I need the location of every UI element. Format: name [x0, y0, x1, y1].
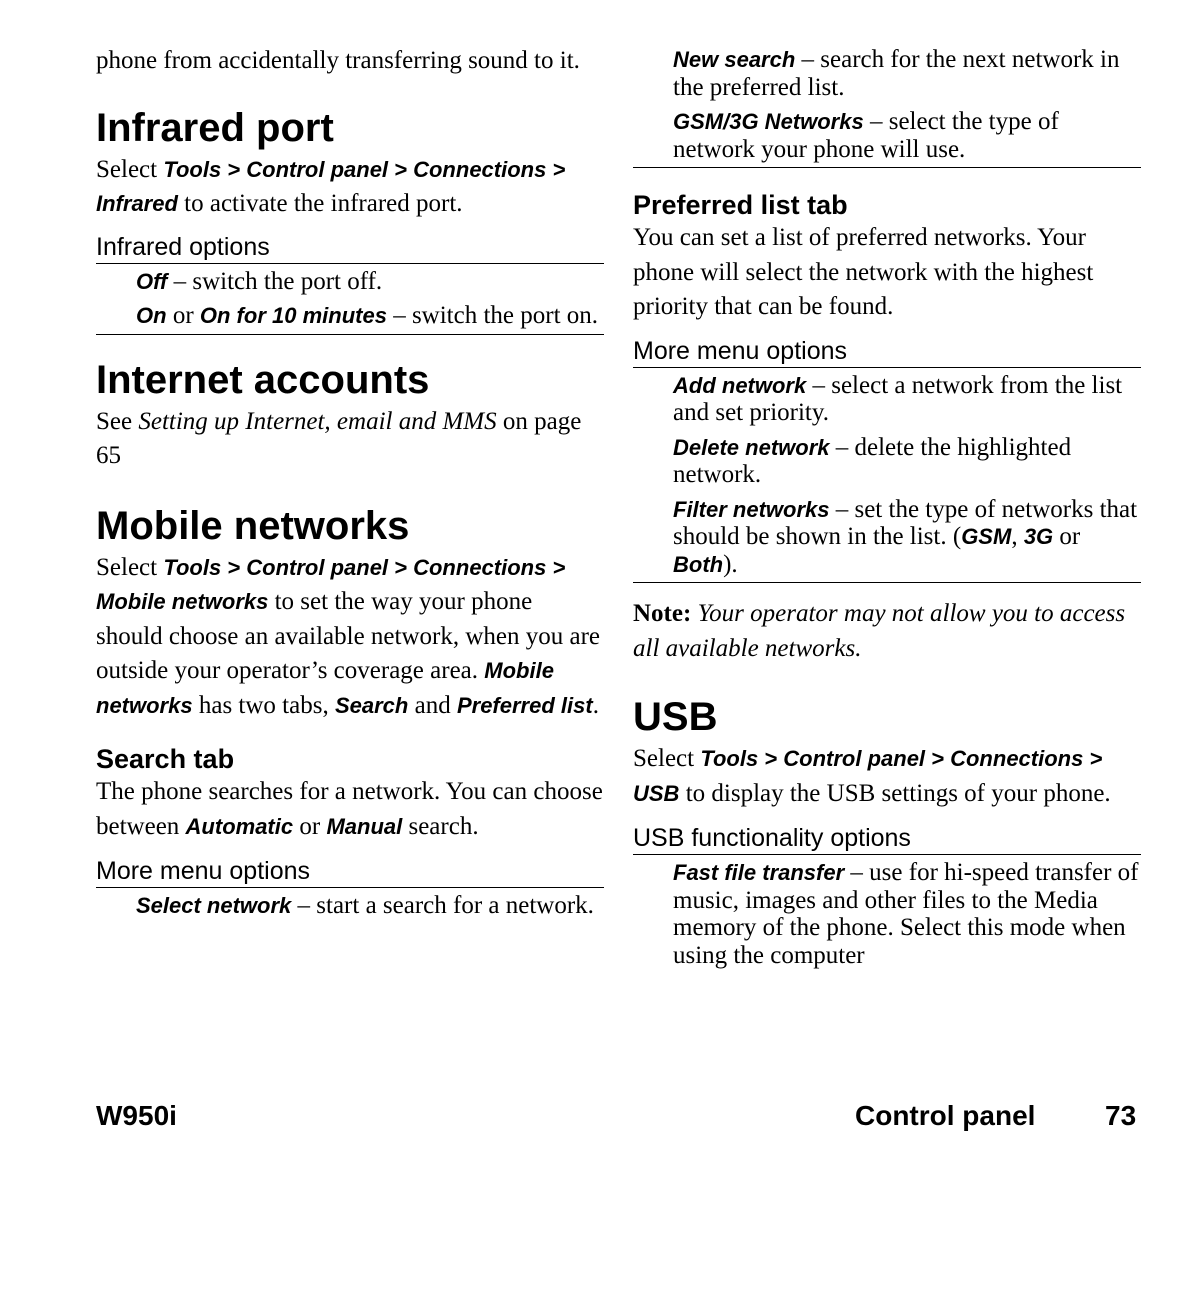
usb-options-list [633, 855, 1141, 973]
preferred-list-tab-heading: Preferred list tab [633, 190, 848, 220]
usb-paragraph: Select Tools > Control panel > Connections > USB to display the USB settings of your phone. [633, 745, 1111, 807]
search-options-list [96, 888, 604, 924]
preferred-paragraph: You can set a list of preferred networks. Your phone will select the network with the highest priority that can be found. [633, 224, 1094, 320]
infrared-options-heading: Infrared options [96, 232, 604, 264]
option-filter-networks: Filter networks – set the type of networks that should be shown in the list. (GSM, 3G or Both). [673, 495, 1138, 578]
intro-paragraph: phone from accidentally transferring sound to it. [96, 47, 580, 74]
mobile-menu-path: Tools > Control panel > Connections > Mobile networks [96, 554, 566, 614]
option-add-network: Add network – select a network from the list and set priority. [673, 371, 1123, 426]
usb-options-heading: USB functionality options [633, 823, 1141, 855]
internet-reference: Setting up Internet, email and MMS [138, 407, 497, 435]
option-select-network: Select network – start a search for a network. [136, 892, 594, 919]
option-gsm-3g-networks: GSM/3G Networks – select the type of network your phone will use. [673, 108, 1059, 163]
usb-heading: USB [633, 695, 718, 739]
note-label: Note: [633, 600, 692, 627]
option-on: On or On for 10 minutes – switch the port on. [136, 302, 599, 329]
preferred-more-menu-heading: More menu options [633, 336, 1141, 368]
option-delete-network: Delete network – delete the highlighted network. [673, 433, 1072, 488]
option-new-search: New search – search for the next network in the preferred list. [673, 46, 1120, 101]
option-fast-file-transfer: Fast file transfer – use for hi-speed transfer of music, images and other files to the Media memory of the phone. Select this mode when using the computer [673, 859, 1139, 969]
infrared-paragraph: Select Tools > Control panel > Connections > Infrared to activate the infrared port. [96, 155, 566, 217]
mobile-networks-heading: Mobile networks [96, 503, 410, 548]
footer-section: Control panel [855, 1100, 1036, 1131]
page-number: 73 [1105, 1100, 1137, 1131]
search-options-continued [633, 44, 1141, 168]
left-column [96, 44, 604, 924]
footer-model: W950i [96, 1100, 177, 1131]
infrared-port-heading: Infrared port [96, 105, 334, 150]
infrared-menu-path: Tools > Control panel > Connections > Infrared [96, 156, 566, 216]
search-more-menu-heading: More menu options [96, 856, 604, 888]
note-paragraph: Note: Your operator may not allow you to access all available networks. [633, 600, 1126, 662]
search-tab-paragraph: The phone searches for a network. You can choose between Automatic or Manual search. [96, 778, 603, 840]
preferred-options-list [633, 368, 1141, 584]
right-column [633, 44, 1141, 973]
mobile-paragraph: Select Tools > Control panel > Connections > Mobile networks to set the way your phone should choose an available network, when you are outside your operator’s coverage area. Mobile networks has two tabs, Search and Preferred list. [96, 553, 601, 719]
usb-menu-path: Tools > Control panel > Connections > USB [633, 746, 1103, 806]
internet-accounts-heading: Internet accounts [96, 357, 430, 402]
infrared-options-list [96, 264, 604, 335]
option-off: Off – switch the port off. [136, 267, 383, 295]
internet-paragraph: See Setting up Internet, email and MMS on page 65 [96, 407, 582, 469]
search-tab-heading: Search tab [96, 744, 235, 774]
